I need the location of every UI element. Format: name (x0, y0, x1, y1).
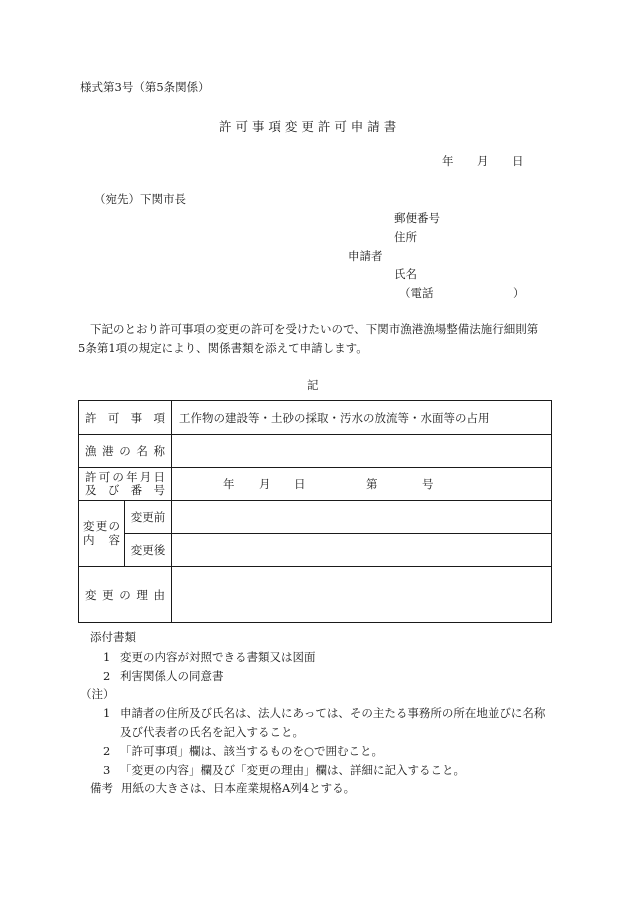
permit-date-label-line1: 許可の年月日 (85, 469, 165, 484)
ki-heading: 記 (307, 378, 319, 392)
permit-go-label: 号 (422, 477, 434, 491)
note-2-text: 「許可事項」欄は、該当するものを○で囲むこと。 (120, 744, 384, 758)
date-year-label: 年 (442, 154, 454, 168)
note-1-text: 申請者の住所及び氏名は、法人にあっては、その主たる事務所の所在地並びに名称及び代表者の氏名を記入すること。 (120, 706, 546, 739)
change-content-label (79, 501, 125, 567)
name-label: 氏名 (394, 267, 417, 281)
change-content-label-line2: 内容 (83, 532, 120, 547)
fishing-port-name-field[interactable] (172, 435, 552, 468)
change-before-label: 変更前 (125, 501, 172, 534)
permit-month-label: 月 (259, 477, 271, 491)
attachment-1-text: 変更の内容が対照できる書類又は図面 (120, 650, 316, 664)
note-3-text: 「変更の内容」欄及び「変更の理由」欄は、詳細に記入すること。 (120, 763, 465, 777)
attachment-1-number: 1 (103, 650, 111, 664)
permit-no-label: 第 (366, 477, 378, 491)
permit-date-label-line2: 及び番号 (85, 483, 165, 497)
document-title: 許 可 事 項 変 更 許 可 申 請 書 (219, 119, 397, 134)
fishing-port-name-label: 漁港の名称 (79, 435, 172, 468)
change-reason-field[interactable] (172, 567, 552, 623)
attachments-heading: 添付書類 (90, 630, 136, 644)
phone-label: （電話 (399, 286, 434, 300)
date-day-label: 日 (512, 154, 524, 168)
permit-date-number-label (79, 468, 172, 501)
note-1-number: 1 (103, 706, 111, 720)
attachment-2-number: 2 (103, 669, 111, 683)
form-number: 様式第3号（第5条関係） (80, 80, 210, 94)
change-after-field[interactable] (172, 534, 552, 567)
postal-code-label: 郵便番号 (394, 211, 440, 225)
permit-matter-options[interactable]: 工作物の建設等・土砂の採取・汚水の放流等・水面等の占用 (172, 401, 552, 435)
change-reason-label: 変更の理由 (79, 567, 172, 623)
change-content-label-line1: 変更の (83, 519, 120, 534)
application-table (78, 400, 552, 623)
date-month-label: 月 (477, 154, 489, 168)
remarks-text: 用紙の大きさは、日本産業規格A列4とする。 (121, 781, 356, 795)
address-label: 住所 (394, 230, 417, 244)
note-3-number: 3 (103, 763, 111, 777)
applicant-label: 申請者 (348, 249, 383, 263)
permit-day-label: 日 (294, 477, 306, 491)
intro-line-2: 5条第1項の規定により、関係書類を添えて申請します。 (78, 341, 368, 355)
change-after-label: 変更後 (125, 534, 172, 567)
permit-date-number-field[interactable] (172, 468, 552, 501)
note-2-number: 2 (103, 744, 111, 758)
permit-year-label: 年 (223, 477, 235, 491)
intro-line-1: 下記のとおり許可事項の変更の許可を受けたいので、下関市漁港漁場整備法施行細則第 (90, 322, 539, 336)
remarks-label: 備考 (90, 781, 113, 795)
permit-matter-label: 許可事項 (79, 401, 172, 435)
attachment-2-text: 利害関係人の同意書 (120, 669, 224, 683)
notes-heading: （注） (80, 687, 115, 701)
phone-close-paren: ） (513, 286, 525, 300)
change-before-field[interactable] (172, 501, 552, 534)
addressee: （宛先）下関市長 (94, 192, 186, 206)
